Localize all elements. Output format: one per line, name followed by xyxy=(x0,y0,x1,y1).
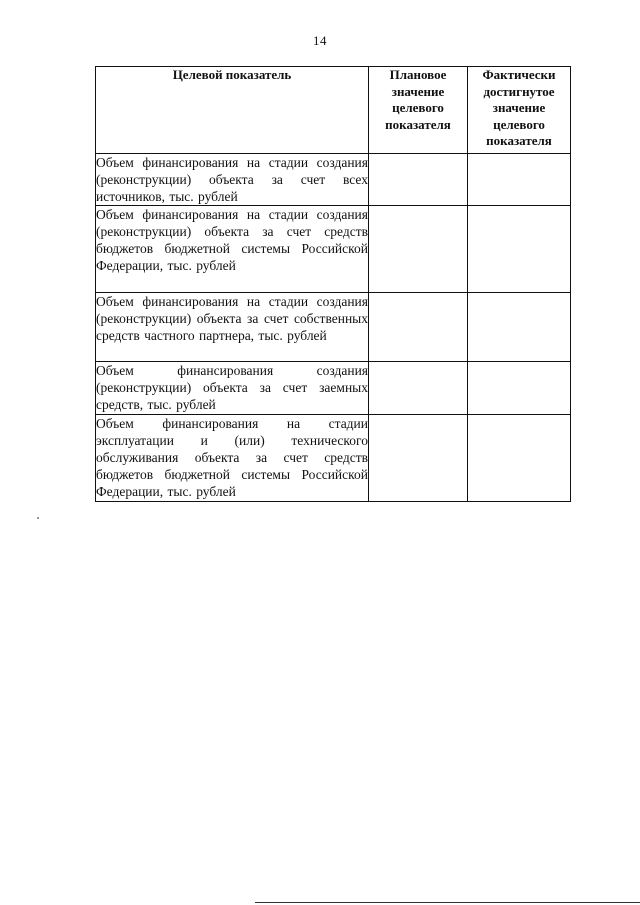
planned-value-cell[interactable] xyxy=(369,154,468,206)
planned-value-cell[interactable] xyxy=(369,206,468,293)
header-row xyxy=(96,67,571,154)
actual-value-cell[interactable] xyxy=(468,415,571,502)
indicator-cell: Объем финансирования на стадии создания (реконструкции) объекта за счет средств бюджетов бюджетной системы Российской Федерации, тыс. рублей xyxy=(96,206,369,293)
header-planned-value: Плановое значение целевого показателя xyxy=(369,67,468,154)
indicator-cell: Объем финансирования создания (реконструкции) объекта за счет заемных средств, тыс. рублей xyxy=(96,362,369,415)
indicator-cell: Объем финансирования на стадии создания (реконструкции) объекта за счет собственных средств частного партнера, тыс. рублей xyxy=(96,293,369,362)
scan-speck xyxy=(37,517,39,519)
planned-value-cell[interactable] xyxy=(369,293,468,362)
planned-value-cell[interactable] xyxy=(369,362,468,415)
target-indicators-table xyxy=(95,66,571,502)
scan-edge-line xyxy=(255,902,640,903)
table-row xyxy=(96,154,571,206)
table-row xyxy=(96,415,571,502)
table-header xyxy=(96,67,571,154)
actual-value-cell[interactable] xyxy=(468,154,571,206)
table-body xyxy=(96,154,571,502)
actual-value-cell[interactable] xyxy=(468,362,571,415)
indicator-cell: Объем финансирования на стадии создания (реконструкции) объекта за счет всех источников, тыс. рублей xyxy=(96,155,368,204)
planned-value-cell[interactable] xyxy=(369,415,468,502)
header-actual-value: Фактически достигнутое значение целевого показателя xyxy=(468,67,571,154)
table-row xyxy=(96,206,571,293)
page-number: 14 xyxy=(313,33,327,48)
actual-value-cell[interactable] xyxy=(468,293,571,362)
indicator-cell: Объем финансирования на стадии эксплуатации и (или) технического обслуживания объекта за счет средств бюджетов бюджетной системы Российской Федерации, тыс. рублей xyxy=(96,415,369,502)
table-row xyxy=(96,293,571,362)
header-indicator: Целевой показатель xyxy=(96,67,369,154)
actual-value-cell[interactable] xyxy=(468,206,571,293)
table-row xyxy=(96,362,571,415)
